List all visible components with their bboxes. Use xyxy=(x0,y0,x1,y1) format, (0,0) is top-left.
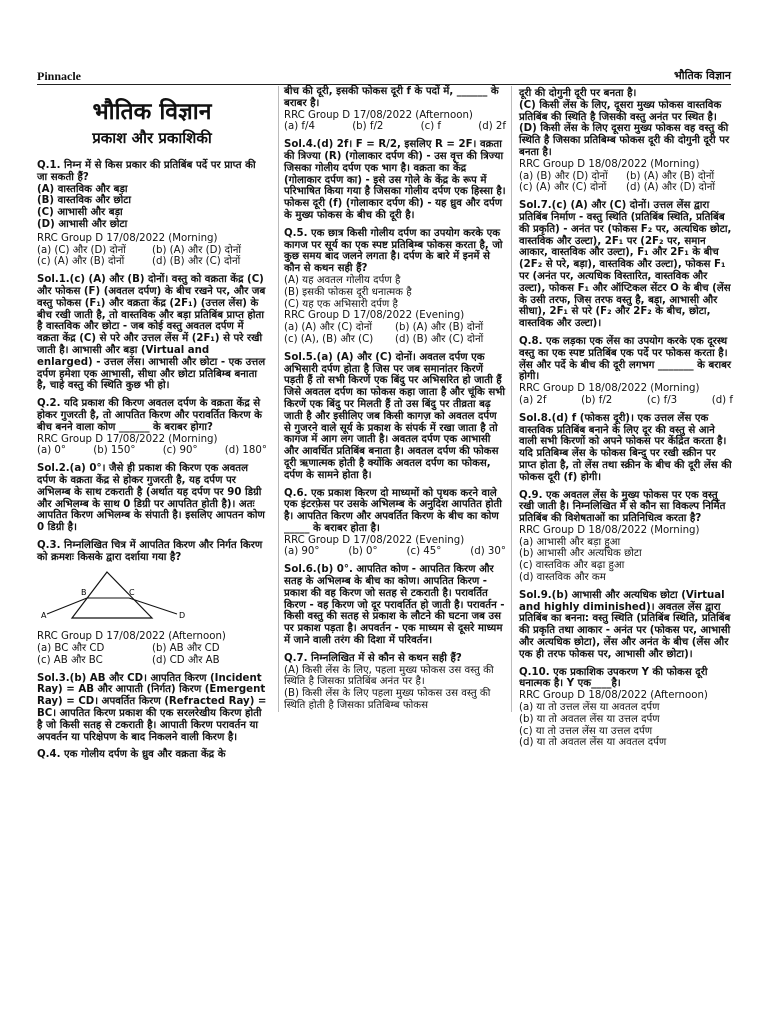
prism-diagram xyxy=(37,568,217,622)
question-1-options xyxy=(37,184,267,231)
exam-source: RRC Group D 17/08/2022 (Afternoon) xyxy=(37,631,226,643)
answer-choice: (a) (A) और (C) दोनों xyxy=(284,322,373,334)
question-1: Q.1. निम्न में से किस प्रकार की प्रतिबिंब पर्दे पर प्राप्त की जा सकती हैं? xyxy=(37,160,256,183)
label-c: C xyxy=(129,587,135,597)
statement: (A) यह अवतल गोलीय दर्पण है xyxy=(284,274,401,286)
answer-choices xyxy=(37,445,267,457)
question-7: Q.7. निम्नलिखित में से कौन से कथन सही हैं? xyxy=(284,652,462,664)
answer-choice: (d) CD और AB xyxy=(152,654,220,666)
answer-choice: (b) (A) और (B) दोनों xyxy=(626,170,715,182)
answer-choice: (d) (B) और (C) दोनों xyxy=(152,256,241,268)
answer-choice: (a) f/4 xyxy=(284,121,315,133)
header-subject: भौतिक विज्ञान xyxy=(674,69,731,82)
question-4-continued: बीच की दूरी, इसकी फोकस दूरी f के पदों में, ______ के बराबर है। xyxy=(284,86,499,109)
answer-choice: (b) (A) और (B) दोनों xyxy=(395,322,484,334)
answer-choice: (d) 30° xyxy=(470,546,506,558)
solution-2: Sol.2.(a) 0°। जैसे ही प्रकाश की किरण एक अवतल दर्पण के वक्रता केंद्र से होकर गुजरती है, यह दर्पण पर अभिलम्ब के साथ टकराती है (अर्थात यह दर्पण पर 90 डिग्री और अभिलम्ब के साथ 0 डिग्री पर आपतित होती है)। अतः आपतित किरण अभिलम्ब के संपाती है। इसलिए आपतन कोण 0 डिग्री है। xyxy=(37,463,265,534)
question-3: Q.3. निम्नलिखित चित्र में आपतित किरण और निर्गत किरण को क्रमशः किसके द्वारा दर्शाया गया है? xyxy=(37,539,263,563)
answer-choice: (b) (A) और (D) दोनों xyxy=(152,244,242,256)
exam-source: RRC Group D 18/08/2022 (Afternoon) xyxy=(519,690,708,702)
answer-choice: (c) f/3 xyxy=(646,394,678,406)
answer-choice: (d) या तो अवतल लेंस या अवतल दर्पण xyxy=(519,737,667,749)
solution-8: Sol.8.(d) f (फोकस दूरी)। एक उत्तल लेंस एक वास्तविक प्रतिबिंब बनाने के लिए दूर की वस्तु से आने वाली सभी किरणों को अपने फोकस पर केंद्रित करता है। यदि प्रतिबिम्ब लेंस के फोकस बिन्दु पर रखी स्क्रीन पर प्राप्त होता है, तो लेंस तथा स्क्रीन के बीच की दूरी लेंस की फोकस दूरी (f) होगी। xyxy=(519,412,732,483)
solution-3: Sol.3.(b) AB और CD। आपतित किरण (Incident Ray) = AB और आपाती (निर्गत) किरण (Emergent Ray) = CD। अपवर्तित किरण (Refracted Ray) = BC। आपतित किरण प्रकाश की एक सरलरेखीय किरण होती है जो किसी सतह से टकराती है। आपाती किरण परावर्तन या अपवर्तन या परिक्षेपण के बाद निकलने वाली किरण है। xyxy=(37,672,267,743)
answer-choice: (d) 2f xyxy=(478,121,506,133)
answer-choices xyxy=(519,537,733,584)
exam-source: RRC Group D 17/08/2022 (Evening) xyxy=(284,310,465,322)
question-5-statements xyxy=(284,275,506,310)
statement: (C) यह एक अभिसारी दर्पण है xyxy=(284,298,398,310)
answer-choice: (a) या तो उत्तल लेंस या अवतल दर्पण xyxy=(519,702,660,714)
label-b: B xyxy=(81,587,87,597)
answer-choices xyxy=(284,121,506,133)
answer-choice: (a) (C) और (D) दोनों xyxy=(37,244,126,256)
answer-choice: (b) f/2 xyxy=(352,121,384,133)
solution-4: Sol.4.(d) 2f। F = R/2, इसलिए R = 2F। वक्रता की त्रिज्या (R) (गोलाकार दर्पण की) - उस वृत्त की त्रिज्या जिसका गोलीय दर्पण एक भाग है। वक्रता का केंद्र (गोलाकार दर्पण का) - इसे उस गोले के केंद्र के रूप में परिभाषित किया गया है जिसका गोलीय दर्पण एक हिस्सा है। फोकस दूरी (f) (गोलाकार दर्पण की) - यह ध्रुव और दर्पण के मुख्य फोकस के बीच की दूरी है। xyxy=(284,139,506,221)
option: (B) वास्तविक और छोटा xyxy=(37,195,132,207)
question-8: Q.8. एक लड़का एक लेंस का उपयोग करके एक दूरस्थ वस्तु का एक स्पष्ट प्रतिबिंब एक पर्दे पर फोकस करता है। लेंस और पर्दे के बीच की दूरी लगभग _______ के बराबर होगी। xyxy=(519,335,732,383)
column-3 xyxy=(519,88,733,749)
label-d: D xyxy=(179,610,186,620)
option: (C) आभासी और बड़ा xyxy=(37,207,123,219)
answer-choice: (a) 0° xyxy=(37,445,67,457)
answer-choice: (b) f/2 xyxy=(581,394,613,406)
answer-choice: (d) 180° xyxy=(224,445,267,457)
answer-choice: (b) आभासी और अत्यधिक छोटा xyxy=(519,548,642,560)
solution-6: Sol.6.(b) 0°. आपतित कोण - आपतित किरण और सतह के अभिलम्ब के बीच का कोण। आपतित किरण - प्रकाश की वह किरण जो सतह से टकराती है। परावर्तित किरण - वह किरण जो दूर परावर्तित हो जाती है। परावर्तन - किसी वस्तु की सतह से प्रकाश के लौटने की घटना जब उस पर प्रकाश पड़ता है। अपवर्तन - एक माध्यम से दूसरे माध्यम में जाने वाली तरंग की दिशा में परिवर्तन। xyxy=(284,564,505,647)
answer-choice: (c) (A) और (C) दोनों xyxy=(519,182,607,194)
solution-9: Sol.9.(b) आभासी और अत्यधिक छोटा (Virtual and highly diminished)। अवतल लेंस द्वारा प्रतिबिंब का बनना: वस्तु स्थिति (प्रतिबिंब स्थिति, प्रतिबिंब की प्रकृति तथा आकार - अनंत पर (फोकस पर, आभासी और अत्यधिक छोटा), लेंस और अनंत के बीच (लेंस और एक ही तरफ फोकस पर, आभासी और छोटा)। xyxy=(519,589,731,660)
answer-choice: (b) 0° xyxy=(348,546,378,558)
exam-source: RRC Group D 18/08/2022 (Morning) xyxy=(519,158,700,170)
emergent-ray xyxy=(129,598,177,614)
answer-choice: (a) (B) और (D) दोनों xyxy=(519,170,608,182)
answer-choice: (c) 45° xyxy=(406,546,442,558)
answer-choice: (a) BC और CD xyxy=(37,643,105,655)
answer-choices xyxy=(519,702,733,749)
question-5: Q.5. एक छात्र किसी गोलीय दर्पण का उपयोग करके एक कागज पर सूर्य का एक स्पष्ट प्रतिबिम्ब फोकस करता है, जो कुछ समय बाद जलने लगता है। दर्पण के बारे में इनमें से कौन से कथन सही हैं? xyxy=(284,227,503,275)
statement: (C) किसी लेंस के लिए, दूसरा मुख्य फोकस वास्तविक प्रतिबिंब की स्थिति है जिसकी वस्तु अनंत पर स्थित है। xyxy=(519,99,722,123)
question-2: Q.2. यदि प्रकाश की किरण अवतल दर्पण के वक्रता केंद्र से होकर गुजरती है, तो आपतित किरण और परावर्तित किरण के बीच बनने वाला कोण ______ के बराबर होगा? xyxy=(37,398,262,433)
exam-source: RRC Group D 17/08/2022 (Evening) xyxy=(284,534,465,546)
answer-choices xyxy=(284,546,506,558)
answer-choice: (d) (A) और (D) दोनों xyxy=(626,182,716,194)
header-brand: Pinnacle xyxy=(37,69,81,83)
question-6: Q.6. एक प्रकाश किरण दो माध्यमों को पृथक करने वाले एक इंटरफ़ेस पर उसके अभिलम्ब के अनुदिश आपतित होती है। आपतित किरण और अपवर्तित किरण के बीच का कोण _____ के बराबर होता है। xyxy=(284,487,502,534)
statement: (B) इसकी फोकस दूरी धनात्मक है xyxy=(284,286,412,298)
answer-choice: (a) 90° xyxy=(284,546,320,558)
answer-choice: (c) (A) और (B) दोनों xyxy=(37,256,125,268)
page-title: भौतिक विज्ञान xyxy=(92,99,212,125)
answer-choices xyxy=(519,395,733,407)
answer-choice: (a) आभासी और बड़ा हुआ xyxy=(519,536,621,548)
exam-source: RRC Group D 18/08/2022 (Morning) xyxy=(519,383,700,395)
exam-source: RRC Group D 17/08/2022 (Morning) xyxy=(37,232,218,244)
label-a: A xyxy=(41,610,47,620)
answer-choice: (b) AB और CD xyxy=(152,643,220,655)
answer-choice: (b) या तो अवतल लेंस या उत्तल दर्पण xyxy=(519,713,660,725)
answer-choice: (c) या तो उत्तल लेंस या उत्तल दर्पण xyxy=(519,725,653,737)
question-9: Q.9. एक अवतल लेंस के मुख्य फोकस पर एक वस्तु रखी जाती है। निम्नलिखित में से कौन सा विकल्प निर्मित प्रतिबिंब की विशेषताओं का प्रतिनिधित्व करता है? xyxy=(519,489,726,525)
exam-source: RRC Group D 17/08/2022 (Morning) xyxy=(37,433,218,445)
statement-continued: दूरी की दोगुनी दूरी पर बनता है। xyxy=(519,88,637,99)
answer-choice: (c) (A), (B) और (C) xyxy=(284,333,374,345)
exam-source: RRC Group D 17/08/2022 (Afternoon) xyxy=(284,109,473,121)
column-1 xyxy=(37,88,267,767)
solution-5: Sol.5.(a) (A) और (C) दोनों। अवतल दर्पण एक अभिसारी दर्पण होता है जिस पर जब समानांतर किरणें पड़ती हैं तो सभी किरणें एक बिंदु पर अभिसरित हो जाती हैं जिसे अवतल दर्पण का फोकस कहा जाता है और चूंकि सभी किरणें एक बिंदु पर मिलती हैं तो उस बिंदु पर तीव्रता बढ़ जाती है और इसीलिए जब किसी कागज़ को अवतल दर्पण से गुजरने वाले सूर्य के प्रकाश के संपर्क में रखा जाता है तो कागज में आग लग जाती है। अवतल दर्पण एक आभासी और आवर्धित प्रतिबिंब बनाता है। अवतल दर्पण की फोकस दूरी ऋणात्मक होती है क्योंकि अवतल दर्पण का फोकस, दर्पण के सामने होता है। xyxy=(284,351,506,481)
answer-choice: (a) 2f xyxy=(519,394,547,406)
answer-choices xyxy=(284,322,506,346)
answer-choice: (d) वास्तविक और कम xyxy=(519,572,606,584)
column-2 xyxy=(278,86,512,712)
option: (A) वास्तविक और बड़ा xyxy=(37,183,128,195)
page-header xyxy=(37,64,731,85)
exam-source: RRC Group D 18/08/2022 (Morning) xyxy=(519,524,700,536)
answer-choice: (b) 150° xyxy=(93,445,136,457)
statement: (B) किसी लेंस के लिए पहला मुख्य फोकस उस वस्तु की स्थिति होती है जिसका प्रतिबिम्ब फोकस xyxy=(284,688,491,712)
answer-choice: (d) (B) और (C) दोनों xyxy=(395,333,484,345)
statement: (D) किसी लेंस के लिए दूसरा मुख्य फोकस वह वस्तु की स्थिति है जिसका प्रतिबिम्ब फोकस दूरी की दोगुनी दूरी पर बनता है। xyxy=(519,123,730,158)
solution-7: Sol.7.(c) (A) और (C) दोनों। उत्तल लेंस द्वारा प्रतिबिंब निर्माण - वस्तु स्थिति (प्रतिबिंब स्थिति, प्रतिबिंब की प्रकृति) - अनंत पर (फोकस F₂ पर, अत्यधिक छोटा, वास्तविक और उल्टा), 2F₁ पर (2F₂ पर, समान आकार, वास्तविक और उल्टा), F₁ और 2F₁ के बीच (2F₂ से परे, बड़ा), वास्तविक और उल्टा), फोकस F₁ पर (अनंत पर, अत्यधिक विस्तारित, वास्तविक और उल्टा), फोकस F₁ और ऑप्टिकल सेंटर O के बीच (लेंस के उसी तरफ, जिस तरफ वस्तु है, बड़ा, आभासी और सीधा), 2F₁ से परे (F₂ और 2F₂ के बीच, छोटा, वास्तविक और उल्टा)। xyxy=(519,200,732,330)
answer-choices xyxy=(37,245,267,269)
statement: (A) किसी लेंस के लिए, पहला मुख्य फोकस उस वस्तु की स्थिति है जिसका प्रतिबिंब अनंत पर है। xyxy=(284,664,494,688)
answer-choice: (c) 90° xyxy=(162,445,198,457)
answer-choices xyxy=(37,643,267,667)
solution-1: Sol.1.(c) (A) और (B) दोनों। वस्तु को वक्रता केंद्र (C) और फोकस (F) (अवतल दर्पण) के बीच रखने पर, और जब वस्तु फोकस (F₁) और वक्रता केंद्र (2F₁) (उत्तल लेंस) के बीच रखी जाती है, तो वास्तविक और बड़ा प्रतिबिंब प्राप्त होता है वास्तविक और छोटा - जब कोई वस्तु अवतल दर्पण में वक्रता केंद्र (C) से परे और उत्तल लेंस में (2F₁) से परे रखी जाती है। आभासी और बड़ा (Virtual and enlarged) - उत्तल लेंस। आभासी और छोटा - एक उत्तल दर्पण हमेशा एक आभासी, सीधा और छोटा प्रतिबिम्ब बनाता है, चाहे वस्तु की स्थिति कुछ भी हो। xyxy=(37,274,266,392)
answer-choice: (c) AB और BC xyxy=(37,654,103,666)
question-4: Q.4. एक गोलीय दर्पण के ध्रुव और वक्रता केंद्र के xyxy=(37,749,226,761)
answer-choices xyxy=(519,171,733,195)
answer-choice: (c) वास्तविक और बढ़ा हुआ xyxy=(519,560,625,572)
option: (D) आभासी और छोटा xyxy=(37,218,128,230)
answer-choice: (d) f xyxy=(711,394,733,406)
page-subtitle: प्रकाश और प्रकाशिकी xyxy=(92,129,212,147)
answer-choice: (c) f xyxy=(420,121,441,133)
question-10: Q.10. एक प्रकाशिक उपकरण Y की फोकस दूरी धनात्मक है। Y एक____है। xyxy=(519,666,708,690)
